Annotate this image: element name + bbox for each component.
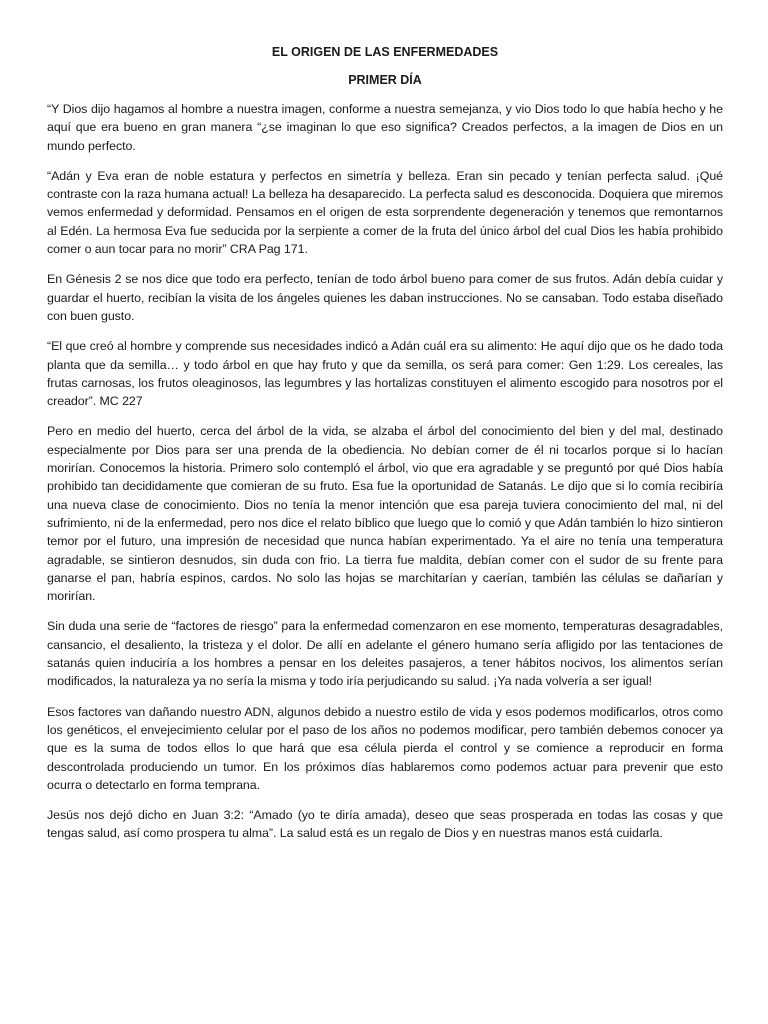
paragraph-4: “El que creó al hombre y comprende sus necesidades indicó a Adán cuál era su alimento: He aquí dijo que os he dado toda planta que da semilla… y todo árbol en que hay fruto y que da semilla, os será para comer: Gen 1:29. Los cereales, las frutas carnosas, los frutos oleaginosos, las legumbres y las hortalizas constituyen el alimento escogido para nosotros por el creador”. MC 227 <box>47 339 723 409</box>
document-subtitle: PRIMER DÍA <box>348 73 422 87</box>
paragraph-5: Pero en medio del huerto, cerca del árbol de la vida, se alzaba el árbol del conocimiento del bien y del mal, destinado especialmente por Dios para ser una prenda de la obediencia. No debían comer de él ni tocarlos porque si lo hacían morirían. Conocemos la historia. Primero solo contempló el árbol, vio que era agradable y se preguntó por qué Dios había prohibido tan decididamente que comieran de su fruto. Esa fue la oportunidad de Satanás. Le dijo que si lo comía recibiría una nueva clase de conocimiento. Dios no tenía la menor intención que esa pareja tuviera conocimiento del mal, ni del sufrimiento, ni de la enfermedad, pero nos dice el relato bíblico que luego que lo comió y que Adán también lo hizo sintieron temor por el futuro, una impresión de necesidad que nunca habían experimentado. Ya el aire no tenía una temperatura agradable, se sintieron desnudos, sin duda con frio. La tierra fue maldita, debían comer con el sudor de su frente para ganarse el pan, habría espinos, cardos. No solo las hojas se marchitarían y caerían, también las células se dañarían y morirían. <box>47 424 723 604</box>
paragraph-6: Sin duda una serie de “factores de riesgo” para la enfermedad comenzaron en ese momento, temperaturas desagradables, cansancio, el desaliento, la tristeza y el dolor. De allí en adelante el género humano sería afligido por las tentaciones de satanás quien induciría a los hombres a pensar en los deleites pasajeros, a tener hábitos nocivos, los alimentos serían modificados, la naturaleza ya no sería la misma y todo iría perjudicando su salud. ¡Ya nada volvería a ser igual! <box>47 619 723 689</box>
paragraph-2: “Adán y Eva eran de noble estatura y perfectos en simetría y belleza. Eran sin pecado y tenían perfecta salud. ¡Qué contraste con la raza humana actual! La belleza ha desaparecido. La perfecta salud es desconocida. Doquiera que miremos vemos enfermedad y deformidad. Pensamos en el origen de esta sorprendente degeneración y tenemos que remontarnos al Edén. La hermosa Eva fue seducida por la serpiente a comer de la fruta del único árbol del cual Dios les había prohibido comer o aun tocar para no morir” CRA Pag 171. <box>47 168 723 257</box>
paragraph-7: Esos factores van dañando nuestro ADN, algunos debido a nuestro estilo de vida y esos podemos modificarlos, otros como los genéticos, el envejecimiento celular por el paso de los años no podemos modificar, pero también debemos conocer ya que es la suma de todos ellos lo que hará que esa célula pierda el control y se comience a reproducir en forma descontrolada produciendo un tumor. En los próximos días hablaremos como podemos actuar para prevenir que esto ocurra o detectarlo en forma temprana. <box>47 704 723 792</box>
document-page <box>47 44 723 855</box>
document-title: EL ORIGEN DE LAS ENFERMEDADES <box>271 45 499 59</box>
paragraph-8: Jesús nos dejó dicho en Juan 3:2: “Amado (yo te diría amada), deseo que seas prosperada en todas las cosas y que tengas salud, así como prospera tu alma”. La salud está es un regalo de Dios y en nuestras manos está cuidarla. <box>47 808 723 841</box>
paragraph-3: En Génesis 2 se nos dice que todo era perfecto, tenían de todo árbol bueno para comer de sus frutos. Adán debía cuidar y guardar el huerto, recibían la visita de los ángeles quienes les daban instrucciones. No se cansaban. Todo estaba diseñado con buen gusto. <box>47 272 723 323</box>
paragraph-1: “Y Dios dijo hagamos al hombre a nuestra imagen, conforme a nuestra semejanza, y vio Dios todo lo que había hecho y he aquí que era bueno en gran manera “¿se imaginan lo que eso significa? Creados perfectos, a la imagen de Dios en un mundo perfecto. <box>47 102 723 153</box>
